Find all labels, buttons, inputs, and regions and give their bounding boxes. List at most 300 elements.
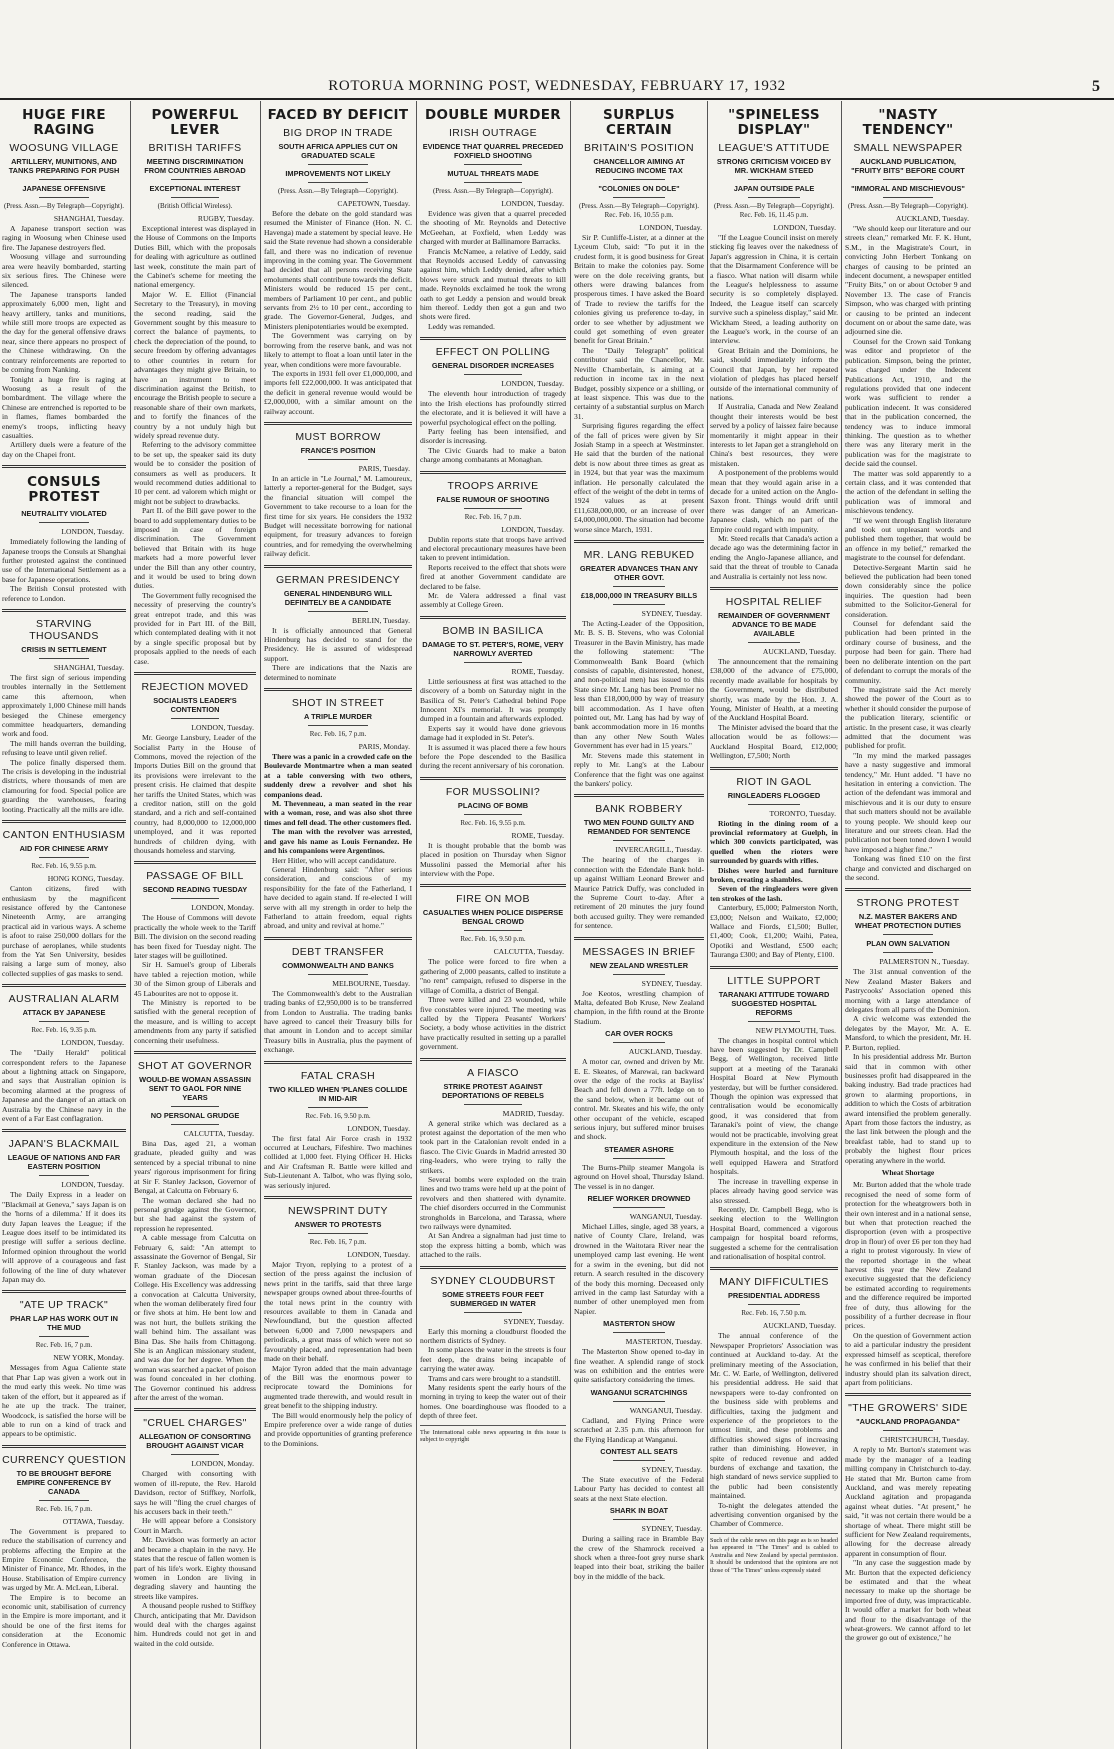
masthead-rule	[0, 98, 1114, 100]
paragraph: The magistrate said the Act merely showed the power of the Court as to whether it should consider the purpose of the publication literary, scientific or artistic. In the present case, it was clearly admitted that the document was published for profit.	[845, 684, 971, 751]
deck-rule	[39, 658, 89, 659]
paragraph: A cable message from Calcutta on February 6, said: "An attempt to assassinate the Governor of Bengal, Sir F. Stanley Jackson, was made by a woman graduate of the Diocesan College. His Excellency was addressing a convocation at Calcutta University, when the woman deliberately fired four or five shots at him. He bent low and was not hurt, the bullets striking the wall behind him. The assailant was Bina Das. She hails from Chittagong. She is an Anglican missionary student, and was due for her degree. When the woman was searched a packet of poison was found concealed in her clothing. The Governor continued his address after the arrest of the woman.	[134, 1233, 256, 1403]
paragraph: The Government is prepared to reduce the stabilisation of currency and problems affecting the Empire at the Empire Economic Conference, the Minister of Finance, Mr. Rhodes, in the House. Stabilisation of Empire currency was urged by Mr. A. McLean, Liberal.	[2, 1526, 126, 1593]
deck: NEW ZEALAND WRESTLER	[589, 960, 689, 970]
article-separator	[134, 1408, 256, 1411]
deck: JAPANESE OFFENSIVE	[22, 184, 106, 193]
dateline: ROME, Tuesday.	[511, 830, 564, 840]
press-credit: (Press. Assn.—By Telegraph—Copyright).	[3, 202, 125, 210]
article	[2, 108, 126, 459]
dateline: BERLIN, Tuesday.	[352, 615, 410, 625]
press-credit: Rec. Feb. 16, 9.50 p.m.	[305, 1111, 371, 1120]
paragraph: Tonkang was fined £10 on the first charge and convicted and discharged on the second.	[845, 854, 971, 883]
dateline: MASTERTON, Tuesday.	[625, 1337, 702, 1347]
deck-rule	[171, 1124, 220, 1125]
article	[264, 688, 412, 855]
article	[134, 1408, 256, 1648]
paragraph: The police finally dispersed them. The crisis is developing in the industrial districts, where thousands of men are clamouring for food. Special police are guarding the warehouses, fearing looting. Practically all the mills are idle.	[2, 757, 126, 814]
deck-rule	[39, 857, 89, 858]
dateline: LONDON, Tuesday.	[61, 527, 124, 537]
deck: EXCEPTIONAL INTEREST	[149, 184, 241, 193]
article-separator	[420, 616, 566, 619]
paragraph: Joe Keotos, wrestling champion of Malta, defeated Bob Kruse, New Zealand champion, in the fifth round at the Bronte Stadium.	[574, 988, 704, 1026]
article	[710, 767, 838, 904]
article	[2, 820, 126, 978]
deck-rule	[613, 604, 665, 605]
subheadline: A FIASCO	[467, 1066, 519, 1079]
paragraph: General Hindenburg said: "After serious consideration, and conscious of my responsibility for the fate of the Fatherland, I have decided to again stand. If re-elected I will serve with all my strength in order to help the Fatherland to attain freedom, equal rights abroad, and unity and revival at home."	[264, 864, 412, 931]
dateline: SYDNEY, Tuesday.	[641, 978, 702, 988]
deck: STRIKE PROTEST AGAINST DEPORTATIONS OF REBELS	[442, 1081, 544, 1100]
deck-rule	[39, 197, 89, 198]
article-separator	[710, 767, 838, 770]
headline: "SPINELESS DISPLAY"	[728, 107, 820, 138]
article-body	[420, 389, 566, 464]
dateline: NEW PLYMOUTH, Tues.	[755, 1025, 836, 1035]
dateline: SYDNEY, Tuesday.	[503, 1316, 564, 1326]
subheadline: PASSAGE OF BILL	[146, 870, 244, 883]
deck: IMPROVEMENTS NOT LIKELY	[285, 169, 391, 178]
paragraph: Great Britain and the Dominions, he said, should immediately inform the Council that Japan, by her repeated violation of pledges has placed herself outside of the international community of nations.	[710, 345, 838, 402]
deck: PHAR LAP HAS WORK OUT IN THE MUD	[10, 1314, 118, 1333]
deck: PLACING OF BOMB	[457, 800, 529, 810]
deck: CRISIS IN SETTLEMENT	[21, 645, 107, 654]
deck-rule	[308, 164, 367, 165]
deck-rule	[464, 182, 522, 183]
deck: ATTACK BY JAPANESE	[22, 1008, 106, 1018]
column-divider	[841, 101, 842, 1749]
deck-rule	[464, 814, 522, 815]
column-divider	[260, 101, 261, 1749]
press-credit: Rec. Feb. 16, 9.55 p.m.	[460, 818, 526, 827]
paragraph: Canton citizens, fired with enthusiasm by the magnificent resistance offered by the Cantonese Nineteenth Army, are arranging practical aid in various ways. A scheme is afoot to raise 250,000 dollars for the purchase of aeroplanes, while students from the Yat Sen University, besides raising a large sum of money, also collected supplies of gas masks to send.	[2, 884, 126, 978]
subheadline: RIOT IN GAOL	[736, 775, 812, 788]
page-number: 5	[1092, 78, 1100, 95]
article	[420, 616, 566, 771]
article	[264, 565, 412, 682]
subheadline: BRITISH TARIFFS	[148, 142, 242, 154]
paragraph: The annual conference of the Newspaper Proprietors' Association was continued at Auckland to-day. At the preliminary meeting of the Association, Mr. C. W. Earle, of Wellington, delivered his presidential address. He said that newspapers were to-day confronted on the business side with problems and difficulties, taxing the judgment and experience of the proprietors to the utmost limit, and these problems and difficulties showed signs of increasing rather than diminishing. However, in spite of reduced revenue and added burdens of exchange and taxation, the high standard of news service supplied to the public had been consistently maintained.	[710, 1331, 838, 1501]
article-separator	[2, 984, 126, 987]
paragraph: Major Tryon, replying to a protest of a section of the press against the inclusion of news print in the tariffs, said that three large newspaper groups owned about three-fourths of the total news print in the country with resources available to them in Canada and Newfoundland, but the question affected between 6,000 and 7,000 newspapers and periodicals, a great mass of which were not so favourably placed, and representation had been made on their behalf.	[264, 1260, 412, 1364]
deck-rule	[39, 179, 89, 180]
subheadline: TROOPS ARRIVE	[447, 479, 539, 492]
deck-rule	[748, 642, 799, 643]
dateline: PARIS, Tuesday.	[358, 463, 410, 473]
paragraph: The Empire is to become an economic unit, stabilisation of currency in the Empire is more important, and it should be one of the first items for consideration at the Economic Conference in Ottawa.	[2, 1592, 126, 1649]
dateline: AUCKLAND, Tuesday.	[762, 1321, 836, 1331]
deck: STRONG CRITICISM VOICED BY MR. WICKHAM STEED	[716, 157, 832, 175]
subheadline: GERMAN PRESIDENCY	[275, 573, 401, 586]
dateline: HONG KONG, Tuesday.	[47, 874, 124, 884]
deck-rule	[464, 508, 522, 509]
paragraph: The Acting-Leader of the Opposition, Mr. B. S. B. Stevens, who was Colonial Treasurer in the Bavin Ministry, has made the following statement: "The Commonwealth Bank Board (which consists of capable, disinterested, honest, and non-political men) has issued to this State since Mr. Lang has been Premier no less than £18,000,000 by way of treasury bill accommodation. As I have often pointed out, Mr. Lang has had by way of bank accommodation more in 16 months than any other New South Wales Government has ever had in 15 years."	[574, 619, 704, 751]
dateline: LONDON, Tuesday.	[501, 379, 564, 389]
deck-rule	[748, 1304, 799, 1305]
paragraph: Counsel for the Crown said Tonkang was editor and proprietor of the publication. Simpson, being the printer, was charged under the Indecent Publications Act, 1910, and the regulations provided that one indecent work was sufficient to render a publication indecent. It was considered that in the publication concerned, the tendency was to induce immoral thinking. The question as to whether there was any literary merit in the publication was for the magistrate to decide said the counsel.	[845, 336, 971, 469]
deck: MEETING DISCRIMINATION FROM COUNTRIES ABROAD	[144, 157, 246, 175]
deck: AUCKLAND PUBLICATION, "FRUITY BITS" BEFORE COURT	[851, 157, 965, 175]
subheadline: SMALL NEWSPAPER	[853, 142, 963, 154]
paragraph: The woman declared she had no personal grudge against the Governor, but she had against the system of repression he represented.	[134, 1195, 256, 1233]
article-body	[574, 989, 704, 1027]
deck: DAMAGE TO ST. PETER'S, ROME, VERY NARROWLY AVERTED	[422, 639, 564, 658]
paragraph: It is thought probable that the bomb was placed in position on Thursday when Signor Mussolini passed the Memorial after his interview with the Pope.	[420, 840, 566, 879]
article-body	[2, 1363, 126, 1438]
paragraph: Evidence was given that a quarrel preceded the shooting of Mr. Reynolds and Detective McGeehan, at Foxfield, when Leddy was charged with murder at Ballinamore Barracks.	[420, 209, 566, 247]
article-separator	[710, 1267, 838, 1270]
paragraph: Francis McNamee, a relative of Leddy, said that Reynolds accused Leddy of canvassing against him, which Leddy denied, after which blows were struck and mutual threats to kill made. Reynolds exclaimed he took the wrong oath to get Leddy a pension and would break him thereof. Leddy then got a gun and two shots were fired.	[420, 246, 566, 322]
article-body	[845, 1445, 971, 1643]
paragraph: Sir H. Samuel's group of Liberals have tabled a rejection motion, while 30 of the Simon group of Liberals and 45 Labourites are not to oppose it.	[134, 960, 256, 998]
column-divider	[707, 101, 708, 1749]
deck-rule	[464, 1104, 522, 1105]
paragraph: Recently, Dr. Campbell Begg, who is seeking election to the Wellington Hospital Board, commenced a vigorous campaign for hospital board reforms, suggested a scheme for the centralisation and rationalisation of hospital control.	[710, 1204, 838, 1261]
deck-rule	[748, 804, 799, 805]
deck: SOME STREETS FOUR FEET SUBMERGED IN WATER	[442, 1289, 544, 1308]
subheadline: SHOT AT GOVERNOR	[137, 1060, 253, 1073]
dateline: LONDON, Monday.	[191, 903, 254, 913]
article	[420, 777, 566, 879]
article-body	[710, 903, 838, 959]
dateline: CALCUTTA, Tuesday.	[183, 1129, 254, 1139]
paragraph: M. Thevenneau, a man seated in the rear with a woman, rose, and was also shot three times and fell dead. The other customers fled.	[264, 799, 412, 827]
article	[420, 471, 566, 610]
press-credit: Rec. Feb. 16, 7 p.m.	[35, 1504, 93, 1513]
article	[574, 1506, 704, 1581]
press-credit: (Press. Assn.—By Telegraph—Copyright).	[432, 187, 554, 195]
dateline: SYDNEY, Tuesday.	[641, 1464, 702, 1474]
paragraph: Sir P. Cunliffe-Lister, at a dinner at the Lyceum Club, said: "To put it in the crudest form, it is good business for Great Britain to make the colonies pay. Some were on the dole receiving grants, but others were drawing balances from prosperous times. I have asked the Board of Trade to review the tariffs for the colonies giving us preference to-day, in order to see whether by adjustment we could get something of even greater benefit for Great Britain."	[574, 233, 704, 346]
paragraph: In some places the water in the streets is four feet deep, the drains being incapable of carrying the water away.	[420, 1345, 566, 1374]
paragraph: The Civic Guards had to make a baton charge among combatants at Monaghan.	[420, 445, 566, 465]
article	[574, 794, 704, 930]
deck-rule	[308, 1233, 367, 1234]
dateline: LONDON, Tuesday.	[501, 524, 564, 534]
article	[574, 108, 704, 534]
column-1	[2, 101, 126, 1749]
subheadline: DEBT TRANSFER	[291, 945, 385, 958]
paragraph: Mr. Steed recalls that Canada's action a decade ago was the determining factor in ending the Anglo-Japanese alliance, and said that the threat of trouble to Canada and Australia is certainly not less now.	[710, 534, 838, 581]
paragraph: Major W. E. Elliot (Financial Secretary to the Treasury), in moving the second reading, said the Government sought by this measure to correct the balance of payments, to check the depreciation of the pound, to secure freedom by offering advantages to other countries in return for advantages they might give Britain, to have an instrument to meet discrimination against the British, to encourage the British people to secure a reasonable share of their own markets, and to fortify the finances of the country by a not unduly high but widely spread revenue duty.	[134, 289, 256, 440]
deck: PLAN OWN SALVATION	[866, 939, 950, 949]
article	[264, 1061, 412, 1190]
article	[574, 1145, 704, 1191]
dateline: OTTAWA, Tuesday.	[62, 1516, 124, 1526]
deck-rule	[613, 1042, 665, 1043]
dateline: LONDON, Tuesday.	[773, 223, 836, 232]
deck-rule	[171, 197, 220, 198]
deck: GENERAL HINDENBURG WILL DEFINITELY BE A CANDIDATE	[283, 588, 393, 607]
deck-rule	[613, 197, 665, 198]
deck: SOCIALISTS LEADER'S CONTENTION	[153, 696, 237, 715]
headline: POWERFUL LEVER	[151, 107, 239, 138]
deck-rule	[308, 974, 367, 975]
dateline: MELBOURNE, Tuesday.	[332, 978, 410, 988]
paragraph: Part II. of the Bill gave power to the board to add supplementary duties to be imposed in case of foreign discrimination. The Government believed that Britain with its huge markets had a more powerful lever under the Bill than any other country, and it would be used to bring down duties.	[134, 506, 256, 591]
article-body	[420, 677, 566, 771]
dateline: MADRID, Tuesday.	[502, 1108, 564, 1118]
paragraph: The House of Commons will devote practically the whole week to the Tariff Bill. The division on the second reading has been fixed for Tuesday night. The later stages will be guillotined.	[134, 913, 256, 960]
dateline: SYDNEY, Tuesday.	[641, 1524, 702, 1534]
article-body	[264, 474, 412, 559]
deck-rule	[613, 1519, 665, 1520]
deck: CONTEST ALL SEATS	[600, 1446, 678, 1456]
article-separator	[2, 465, 126, 468]
subheadline: MUST BORROW	[295, 430, 381, 443]
dateline: CHRISTCHURCH, Tuesday.	[879, 1435, 969, 1445]
deck: MUTUAL THREATS MADE	[447, 169, 539, 178]
paragraph: The man with the revolver was arrested, and gave his name as Louis Fernandez. He and his companions were Argentinos.	[264, 827, 412, 856]
deck: TARANAKI ATTITUDE TOWARD SUGGESTED HOSPITAL REFORMS	[718, 989, 830, 1017]
paragraph: To-night the delegates attended the advertising convention organised by the Chamber of Commerce.	[710, 1500, 838, 1529]
deck-rule	[613, 1460, 665, 1461]
article	[2, 1129, 126, 1284]
dateline: ROME, Tuesday.	[511, 666, 564, 676]
article	[134, 1051, 256, 1402]
deck: FRANCE'S POSITION	[300, 445, 376, 455]
article	[264, 422, 412, 559]
article	[134, 108, 256, 666]
dateline: SHANGHAI, Tuesday.	[53, 663, 124, 672]
article-body	[134, 1139, 256, 1402]
dateline: WANGANUI, Tuesday.	[629, 1212, 702, 1222]
deck-rule	[39, 1021, 89, 1022]
subheadline: MR. LANG REBUKED	[583, 549, 695, 561]
article-body	[134, 1469, 256, 1648]
subheadline: LITTLE SUPPORT	[727, 974, 821, 987]
press-credit: Rec. Feb. 16, 9.55 p.m.	[31, 862, 97, 871]
deck-rule	[613, 179, 665, 180]
paragraph: Mr. Burton added that the whole trade recognised the need of some form of protection for the wheatgrowers both in their own interest and in a national sense, but when that protection reached the disproportion (even with a prospective drop in flour) of over £6 per ton they had a right to protest vigorously. In view of the reported shortage in the wheat harvest this year the New Zealand executive suggested that the deficiency be estimated according to requirements and the difference required be imported free of duty, thus allowing for the possibility of a further decrease in flour prices.	[845, 1180, 971, 1331]
headline: "NASTY TENDENCY"	[862, 107, 954, 138]
deck: STEAMER ASHORE	[604, 1144, 674, 1154]
dateline: NEW YORK, Monday.	[53, 1353, 124, 1363]
column-7	[845, 101, 971, 1749]
deck: TWO MEN FOUND GUILTY AND REMANDED FOR SENTENCE	[583, 818, 695, 837]
dateline: LONDON, Tuesday.	[191, 723, 254, 733]
paragraph: Many residents spent the early hours of the morning in trying to keep the water out of their homes. One boardinghouse was flooded to a depth of three feet.	[420, 1383, 566, 1421]
paragraph: The Commonwealth's debt to the Australian trading banks of £2,950,000 is to be transferred from London to Australia. The trading banks have agreed to cancel their Treasury bills for that amount in London and to accept similar Treasury bills in Australia, plus the payment of exchange.	[264, 988, 412, 1055]
article	[134, 861, 256, 1045]
paragraph: It is officially announced that General Hindenburg has decided to stand for the Presidency. He is assured of widespread support.	[264, 625, 412, 663]
deck-rule	[464, 1312, 522, 1313]
dateline: AUCKLAND, Tuesday.	[895, 214, 969, 223]
deck-rule	[464, 662, 522, 663]
article	[710, 903, 838, 959]
article-body	[2, 1048, 126, 1123]
article-body	[574, 233, 704, 534]
article-body	[2, 1527, 126, 1649]
deck-rule	[613, 974, 665, 975]
column-6	[710, 101, 838, 1749]
article-body	[574, 1057, 704, 1142]
deck: GREATER ADVANCES THAN ANY OTHER GOVT.	[579, 564, 699, 582]
paragraph: A motor car, owned and driven by Mr. E. E. Skeates, of Marewai, ran backward over the edge of the rocks at Bayliss' Beach and fell down a 77ft. ledge on to the sand below, when it became out of control. Mr. Skeates and his wife, the only other occupant of the vehicle, escaped serious injury, but suffered minor bruises and shock.	[574, 1057, 704, 1142]
paragraph: Bina Das, aged 21, a woman graduate, pleaded guilty and was sentenced by a special tribunal to nine years' rigorous imprisonment for firing at Sir F. Stanley Jackson, Governor of Bengal, at Calcutta on February 6.	[134, 1139, 256, 1196]
article-body	[134, 733, 256, 855]
deck-rule	[39, 1500, 89, 1501]
deck-rule	[883, 934, 933, 935]
dateline: LONDON, Tuesday.	[347, 1123, 410, 1133]
article-separator	[264, 565, 412, 568]
subheadline: "CRUEL CHARGES"	[143, 1417, 247, 1430]
article	[134, 672, 256, 855]
article	[264, 937, 412, 1055]
article-separator	[2, 1445, 126, 1448]
deck: PRESIDENTIAL ADDRESS	[728, 1291, 820, 1301]
article	[845, 888, 971, 1387]
paragraph: The mill hands overran the building, refusing to leave until given relief.	[2, 738, 126, 758]
article	[2, 984, 126, 1123]
paragraph: On the question of Government action to aid a particular industry the president expressed himself as sceptical, therefore he was confirmed in his belief that their industry should plan its salvation direct, apart from politicians.	[845, 1330, 971, 1387]
deck: TO BE BROUGHT BEFORE EMPIRE CONFERENCE BY CANADA	[16, 1468, 112, 1496]
article-body	[264, 209, 412, 416]
deck: ALLEGATION OF CONSORTING BROUGHT AGAINST VICAR	[139, 1432, 251, 1451]
paragraph: The Government was carrying on by borrowing from the reserve bank, and was not likely to attempt to float a loan until later in the year, when conditions were more favourable.	[264, 331, 412, 369]
footnote: The International cable news appearing in this issue is subject to copyright	[420, 1425, 566, 1444]
masthead-title: ROTORUA MORNING POST, WEDNESDAY, FEBRUARY 17, 1932	[328, 78, 786, 94]
article-body	[420, 209, 566, 331]
deck-rule	[171, 718, 220, 719]
paragraph: The increase in travelling expense in places already having good service was also stressed.	[710, 1176, 838, 1205]
article-separator	[2, 820, 126, 823]
article-separator	[420, 884, 566, 887]
press-credit: (Press. Assn.—By Telegraph—Copyright). Rec. Feb. 16, 10.55 p.m.	[578, 202, 700, 219]
dateline: SYDNEY, Tuesday.	[641, 609, 702, 618]
paragraph: During a sailing race in Bramble Bay the crew of the Shamrock received a shock when a three-foot grey nurse shark leaped into their boat, striking the bailer boy in the middle of the back.	[574, 1534, 704, 1581]
deck-rule	[883, 1430, 933, 1431]
subheadline: JAPAN'S BLACKMAIL	[8, 1138, 120, 1151]
deck: REMAINDER OF GOVERNMENT ADVANCE TO BE MADE AVAILABLE	[717, 611, 831, 639]
paragraph: Detective-Sergeant Martin said he believed the publication had been toned down considerably since the police inquiries. The question had been submitted to the Solicitor-General for consideration.	[845, 562, 971, 619]
deck-rule	[308, 725, 367, 726]
dateline: CAPETOWN, Tuesday.	[337, 199, 410, 208]
masthead	[0, 78, 1114, 100]
deck: JAPAN OUTSIDE PALE	[733, 184, 815, 193]
deck: WOULD-BE WOMAN ASSASSIN SENT TO GAOL FOR NINE YEARS	[139, 1075, 251, 1103]
deck-rule	[308, 611, 367, 612]
article-body	[710, 233, 838, 581]
subheadline: SHOT IN STREET	[291, 697, 385, 710]
deck: NEUTRALITY VIOLATED	[21, 509, 107, 519]
headline: DOUBLE MURDER	[425, 107, 561, 123]
paragraph: Seven of the ringleaders were given ten strokes of the lash.	[710, 884, 838, 903]
article	[574, 1319, 704, 1385]
article	[264, 856, 412, 931]
article-body	[264, 989, 412, 1055]
subheadline: WOOSUNG VILLAGE	[9, 142, 119, 154]
article-separator	[574, 540, 704, 543]
deck: "COLONIES ON DOLE"	[598, 184, 680, 193]
deck: ARTILLERY, MUNITIONS, AND TANKS PREPARING FOR PUSH	[8, 157, 120, 175]
dateline: CALCUTTA, Tuesday.	[493, 947, 564, 957]
subheadline: LEAGUE'S ATTITUDE	[718, 142, 830, 154]
article-separator	[845, 888, 971, 891]
article	[574, 540, 704, 788]
column-5	[574, 101, 704, 1749]
paragraph: Leddy was remanded.	[428, 321, 495, 331]
article-separator	[2, 1129, 126, 1132]
deck: SOUTH AFRICA APPLIES CUT ON GRADUATED SCALE	[278, 142, 398, 160]
article-body	[574, 855, 704, 930]
article	[2, 609, 126, 814]
paragraph: Before the debate on the gold standard was resumed the Minister of Finance (Hon. N. C. Havenga) made a statement by special leave. He said the State revenue had shown a considerable fall, and there was no indication of revenue improving in the coming year. The Government had decided that all persons receiving State emoluments shall contribute towards the deficit. Ministers would be reduced 15 per cent., members of Parliament 10 per cent., and public servants from 2½ to 10 per cent., according to grade. The Governor-General, Judges, and Ministers plenipotentiaries would be exempted.	[264, 209, 412, 331]
deck-rule	[613, 586, 665, 587]
article-separator	[134, 1051, 256, 1054]
press-credit: (Press. Assn.—By Telegraph—Copyright). Rec. Feb. 16, 11.45 p.m.	[713, 202, 835, 219]
paragraph: The Minister advised the board that the allocation would be as follows:—Auckland Hospital Board, £12,000; Wellington, £7,500; North	[710, 722, 838, 761]
article-body	[2, 884, 126, 978]
paragraph: In an article in "Le Journal," M. Lamoureux, latterly a reporter-general for the Budget, says the financial situation will compel the Government to take recourse to a loan for the first time for six years. He considers the 1932 Budget will necessitate borrowing for national equipment, for treasury advances to foreign countries, and for remedying the overwhelming railway deficit.	[264, 473, 412, 559]
subheadline: MANY DIFFICULTIES	[719, 1276, 829, 1289]
deck-rule	[39, 1336, 89, 1337]
article-separator	[420, 1058, 566, 1061]
press-credit: Rec. Feb. 16, 7 p.m.	[309, 1238, 367, 1247]
paragraph: Mr. George Lansbury, Leader of the Socialist Party in the House of Commons, moved the rejection of the Imports Duties Bill on the ground that its provisions were irrelevant to the present crisis. He claimed that despite her tariffs the United States, which was a creditor nation, still on the gold standard, and a rich and self-contained country, had 8,000,000 to 12,000,000 unemployed, and it was reported hundreds of children dying, with thousands homeless and starving.	[134, 733, 256, 855]
paragraph: Woosung village and surrounding area were heavily bombarded, starting six serious fires. The Chinese were silenced.	[2, 252, 126, 290]
dateline: AUCKLAND, Tuesday.	[762, 647, 836, 657]
paragraph: The Bill would enormously help the policy of Empire preference over a wide range of duties and provide opportunities of granting preference to the Dominions.	[264, 1410, 412, 1448]
dateline: RUGBY, Tuesday.	[197, 214, 254, 223]
deck: N.Z. MASTER BAKERS AND WHEAT PROTECTION DUTIES	[854, 912, 962, 931]
press-credit: Rec. Feb. 16, 7 p.m.	[464, 512, 522, 521]
paragraph: The announcement that the remaining £38,000 of the advance of £75,000, recently made available for hospitals by the Government, would be distributed shortly, was made by the Hon. J. A. Young, Minister of Health, at a meeting of the Auckland Hospital Board.	[710, 657, 838, 723]
paragraph: Cadland, and Flying Prince were scratched at 2.35 p.m. this afternoon for the Flying Handicap at Wanganui.	[574, 1415, 704, 1444]
subheadline: NEWSPRINT DUTY	[288, 1205, 388, 1218]
article-body	[2, 224, 126, 459]
article	[264, 108, 412, 416]
dateline: LONDON, Tuesday.	[501, 199, 564, 208]
paragraph: The 31st annual convention of the New Zealand Master Bakers and Pastrycooks' Association opened this morning with a large attendance of delegates from all parts of the Dominion.	[845, 967, 971, 1015]
dateline: LONDON, Tuesday.	[639, 223, 702, 232]
article	[845, 108, 971, 882]
deck-rule	[308, 182, 367, 183]
paragraph: There was a panic in a crowded cafe on the Boulevarde Montmartre when a man seated at a table conversing with two others, suddenly drew a revolver and shot his companions dead.	[264, 752, 412, 799]
subheadline: FATAL CRASH	[300, 1069, 376, 1082]
press-credit: (Press. Assn.—By Telegraph—Copyright).	[847, 202, 969, 210]
article-body	[134, 913, 256, 1045]
article	[2, 1290, 126, 1438]
subheadline: FIRE ON MOB	[456, 893, 530, 906]
deck-rule	[883, 952, 933, 953]
deck: ANSWER TO PROTESTS	[294, 1220, 382, 1230]
deck-rule	[308, 459, 367, 460]
column-divider	[570, 101, 571, 1749]
deck: WANGANUI SCRATCHINGS	[590, 1387, 688, 1397]
subheadline: BRITAIN'S POSITION	[584, 142, 694, 154]
paragraph: A general strike which was declared as a protest against the deportation of the men who took part in the Catalonian revolt ended in a fiasco. The Civic Guards in Madrid arrested 30 ring-leaders, who were trying to rally the strikers.	[420, 1118, 566, 1175]
deck: SHARK IN BOAT	[609, 1506, 669, 1516]
article-body	[574, 1163, 704, 1191]
article-separator	[420, 337, 566, 340]
deck-rule	[613, 1332, 665, 1333]
article	[420, 884, 566, 1051]
dateline: TORONTO, Tuesday.	[769, 808, 836, 818]
deck: SECOND READING TUESDAY	[142, 885, 248, 895]
deck-rule	[464, 164, 522, 165]
article-body	[264, 626, 412, 682]
article-body	[710, 1331, 838, 1529]
deck-rule	[883, 179, 933, 180]
article-separator	[710, 587, 838, 590]
section-subhead: Wheat Shortage	[881, 1167, 935, 1177]
dateline: LONDON, Tuesday.	[61, 1180, 124, 1190]
column-divider	[416, 101, 417, 1749]
paragraph: Party feeling has been intensified, and disorder is increasing.	[420, 426, 566, 446]
article-body	[264, 752, 412, 855]
dateline: PALMERSTON N., Tuesday.	[879, 957, 969, 967]
